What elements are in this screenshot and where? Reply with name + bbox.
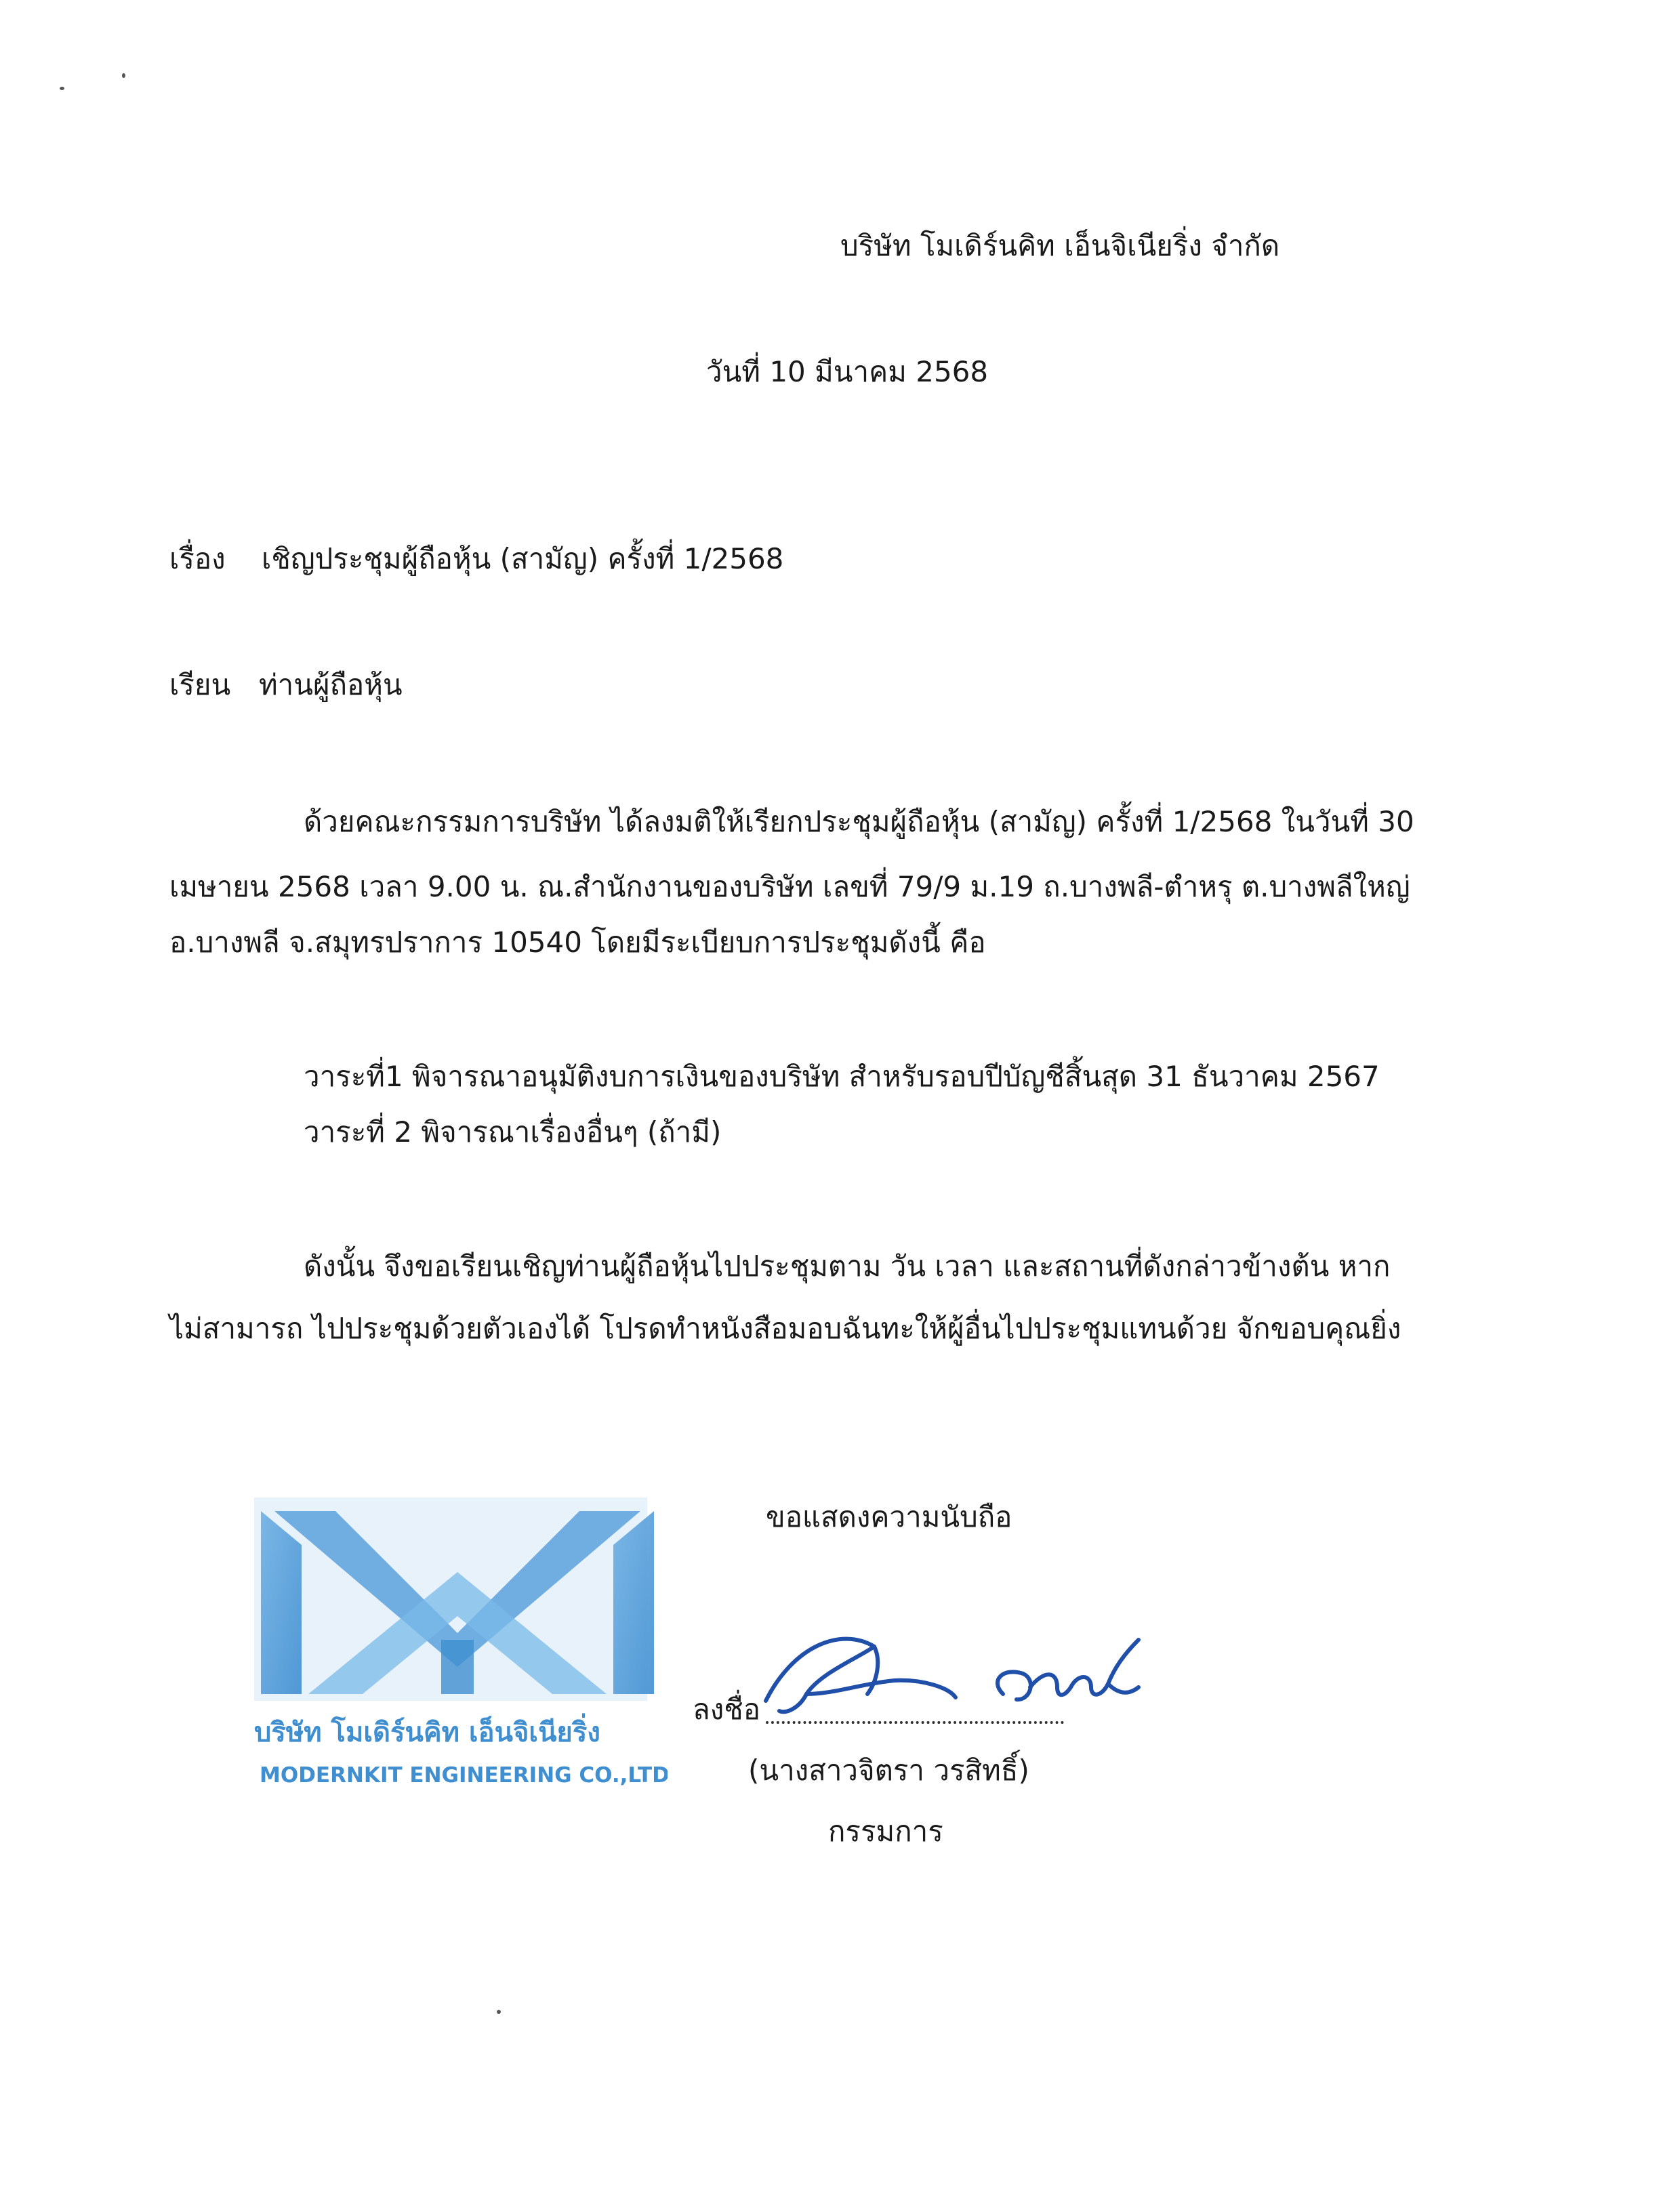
agenda-item: วาระที่ 2 พิจารณาเรื่องอื่นๆ (ถ้ามี) xyxy=(304,1115,722,1149)
signer-name: (นางสาวจิตรา วรสิทธิ์) xyxy=(748,1754,1029,1787)
scan-speck xyxy=(60,87,64,90)
stamp-thai-name: บริษัท โมเดิร์นคิท เอ็นจิเนียริ่ง xyxy=(254,1717,600,1748)
paragraph-line: อ.บางพลี จ.สมุทรปราการ 10540 โดยมีระเบียบการประชุมดังนี้ คือ xyxy=(169,926,986,959)
agenda-item: วาระที่1 พิจารณาอนุมัติงบการเงินของบริษัท สำหรับรอบปีบัญชีสิ้นสุด 31 ธันวาคม 2567 xyxy=(304,1060,1380,1093)
paragraph-line: เมษายน 2568 เวลา 9.00 น. ณ.สำนักงานของบริษัท เลขที่ 79/9 ม.19 ถ.บางพลี-ตำหรุ ต.บางพลีใหญ่ xyxy=(169,870,1410,903)
stamp-english-name: MODERNKIT ENGINEERING CO.,LTD. xyxy=(260,1763,668,1788)
company-stamp xyxy=(247,1498,668,1796)
subject-label: เรื่อง xyxy=(169,542,226,575)
scan-speck xyxy=(122,73,125,78)
company-logo xyxy=(247,1498,668,1796)
salutation-label: เรียน xyxy=(169,668,231,701)
paragraph-line: ไม่สามารถ ไปประชุมด้วยตัวเองได้ โปรดทำหนังสือมอบฉันทะให้ผู้อื่นไปประชุมแทนด้วย จักขอบคุณยิ่ง xyxy=(169,1312,1401,1345)
company-name: บริษัท โมเดิร์นคิท เอ็นจิเนียริ่ง จำกัด xyxy=(840,229,1280,262)
handwritten-signature xyxy=(739,1619,1145,1728)
signer-title: กรรมการ xyxy=(828,1815,943,1848)
paragraph-line: ดังนั้น จึงขอเรียนเชิญท่านผู้ถือหุ้นไปประชุมตาม วัน เวลา และสถานที่ดังกล่าวข้างต้น หาก xyxy=(304,1250,1391,1283)
sign-label: ลงชื่อ xyxy=(693,1693,760,1726)
salutation-text: ท่านผู้ถือหุ้น xyxy=(259,668,403,701)
scan-speck xyxy=(497,2010,501,2014)
closing-regards: ขอแสดงความนับถือ xyxy=(766,1500,1012,1533)
letter-date: วันที่ 10 มีนาคม 2568 xyxy=(706,355,989,388)
subject-text: เชิญประชุมผู้ถือหุ้น (สามัญ) ครั้งที่ 1/2568 xyxy=(262,542,784,575)
paragraph-line: ด้วยคณะกรรมการบริษัท ได้ลงมติให้เรียกประชุมผู้ถือหุ้น (สามัญ) ครั้งที่ 1/2568 ในวันที่ 30 xyxy=(304,805,1414,838)
